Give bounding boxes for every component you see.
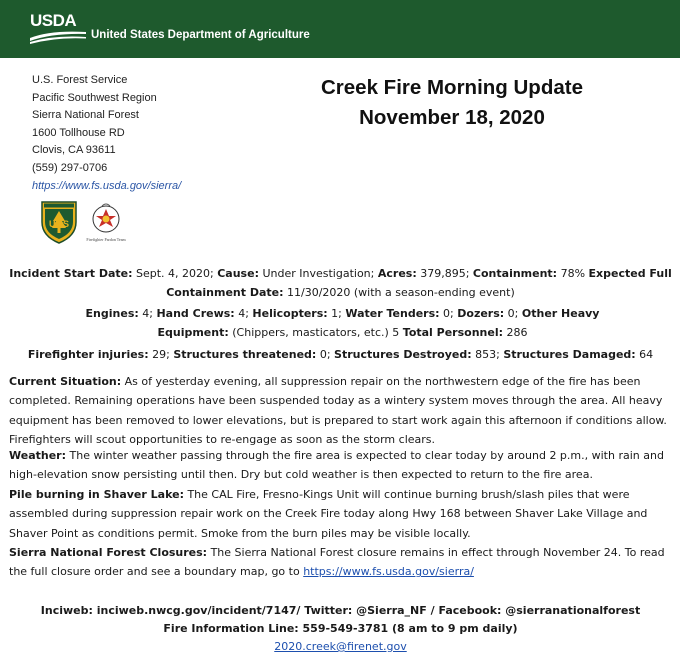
svg-text:S: S (63, 219, 70, 229)
forest-service-shield-icon (38, 200, 80, 244)
calfire-emblem-icon (86, 200, 126, 236)
address-line: Pacific Southwest Region (32, 91, 157, 104)
title-line-1: Creek Fire Morning Update (321, 76, 583, 99)
closures-text: The Sierra National Forest closure remains in effect through November 24. To read the full closure order and see a boundary map, go to (9, 546, 665, 579)
cause-label: Cause: (217, 267, 259, 280)
address-line: (559) 297-0706 (32, 161, 108, 174)
fire-info-line: Fire Information Line: 559-549-3781 (8 am to 9 pm daily) (163, 622, 518, 635)
structures-damaged-label: Structures Damaged: (503, 348, 636, 361)
incident-summary (9, 264, 672, 303)
calfire-caption: Firefighter Pardon Team (86, 237, 126, 242)
usda-logo-text: USDA (30, 11, 77, 30)
structures-threatened-value: 0; (316, 348, 335, 361)
acres-label: Acres: (377, 267, 417, 280)
svg-text:U: U (49, 219, 56, 229)
current-situation-paragraph (9, 372, 672, 450)
acres-value: 379,895; (416, 267, 473, 280)
helicopters-label: Helicopters: (252, 307, 328, 320)
containment-label: Containment: (472, 267, 558, 280)
structures-destroyed-label: Structures Destroyed: (334, 348, 472, 361)
department-name: United States Department of Agriculture (91, 29, 310, 41)
closures-label: Sierra National Forest Closures: (9, 546, 208, 559)
title-line-2: November 18, 2020 (359, 106, 545, 129)
dozers-value: 0; (504, 307, 522, 320)
hand-crews-label: Hand Crews: (156, 307, 235, 320)
dozers-label: Dozers: (457, 307, 505, 320)
address-line: 1600 Tollhouse RD (32, 126, 125, 139)
engines-label: Engines: (85, 307, 139, 320)
structures-destroyed-value: 853; (471, 348, 504, 361)
expected-containment-label: Expected Full Containment Date: (166, 267, 672, 300)
contact-footer (9, 602, 672, 656)
current-situation-label: Current Situation: (9, 375, 122, 388)
engines-value: 4; (138, 307, 157, 320)
other-equipment-value: (Chippers, masticators, etc.) 5 (228, 326, 403, 340)
closures-paragraph (9, 543, 672, 582)
helicopters-value: 1; (327, 307, 346, 320)
pile-burning-label: Pile burning in Shaver Lake: (9, 488, 184, 501)
address-block (32, 72, 181, 195)
total-personnel-value: 286 (503, 326, 528, 340)
website-link[interactable]: https://www.fs.usda.gov/sierra/ (32, 179, 182, 192)
structures-summary (9, 345, 672, 364)
cause-value: Under Investigation; (258, 267, 378, 280)
pile-burning-paragraph (9, 485, 672, 543)
social-links-line: Inciweb: inciweb.nwcg.gov/incident/7147/ Twitter: @Sierra_NF / Facebook: @sierranationalforest (40, 604, 641, 617)
injuries-value: 29; (148, 348, 174, 361)
weather-paragraph (9, 446, 672, 485)
water-tenders-value: 0; (439, 307, 458, 320)
resources-summary (60, 304, 625, 343)
start-date-value: Sept. 4, 2020; (132, 267, 218, 280)
address-line: Clovis, CA 93611 (32, 144, 116, 157)
water-tenders-label: Water Tenders: (345, 307, 440, 320)
structures-damaged-value: 64 (635, 348, 654, 361)
page-title (268, 73, 636, 133)
closures-link[interactable]: https://www.fs.usda.gov/sierra/ (303, 565, 474, 579)
usda-logo[interactable] (30, 12, 86, 42)
pile-burning-text: The CAL Fire, Fresno-Kings Unit will continue burning brush/slash piles that were assembled during suppression repair work on the Creek Fire today along Hwy 168 between Shaver Lake Village and Shaver Point as conditions permit. Smoke from the burn piles may be visible locally. (9, 488, 648, 540)
contact-email-link[interactable]: 2020.creek@firenet.gov (274, 640, 407, 653)
usda-swoosh-icon (30, 28, 86, 44)
address-line: Sierra National Forest (32, 109, 139, 122)
address-line: U.S. Forest Service (32, 74, 128, 86)
containment-value: 78% (557, 267, 589, 280)
other-equipment-label: Other Heavy Equipment: (157, 307, 600, 340)
hand-crews-value: 4; (234, 307, 253, 320)
weather-label: Weather: (9, 449, 66, 462)
usda-header-banner (0, 0, 680, 58)
start-date-label: Incident Start Date: (9, 267, 133, 280)
structures-threatened-label: Structures threatened: (173, 348, 317, 361)
expected-containment-value: 11/30/2020 (with a season-ending event) (283, 286, 515, 300)
current-situation-text: As of yesterday evening, all suppression repair on the northwestern edge of the fire has been completed. Remaining operations have been suspended today as a wintery system moves through the area. All heavy equipment has been removed to lower elevations, but is prepared to start work again this afternoon if conditions allow. Firefighters will scout opportunities to re-engage as soon as the storm clears. (9, 375, 667, 447)
injuries-label: Firefighter injuries: (27, 348, 149, 361)
total-personnel-label: Total Personnel: (402, 326, 504, 340)
weather-text: The winter weather passing through the fire area is expected to clear today by around 2 p.m., with rain and high-elevation snow persisting until then. Dry but cold weather is then expected to return to the fire area. (9, 449, 664, 482)
